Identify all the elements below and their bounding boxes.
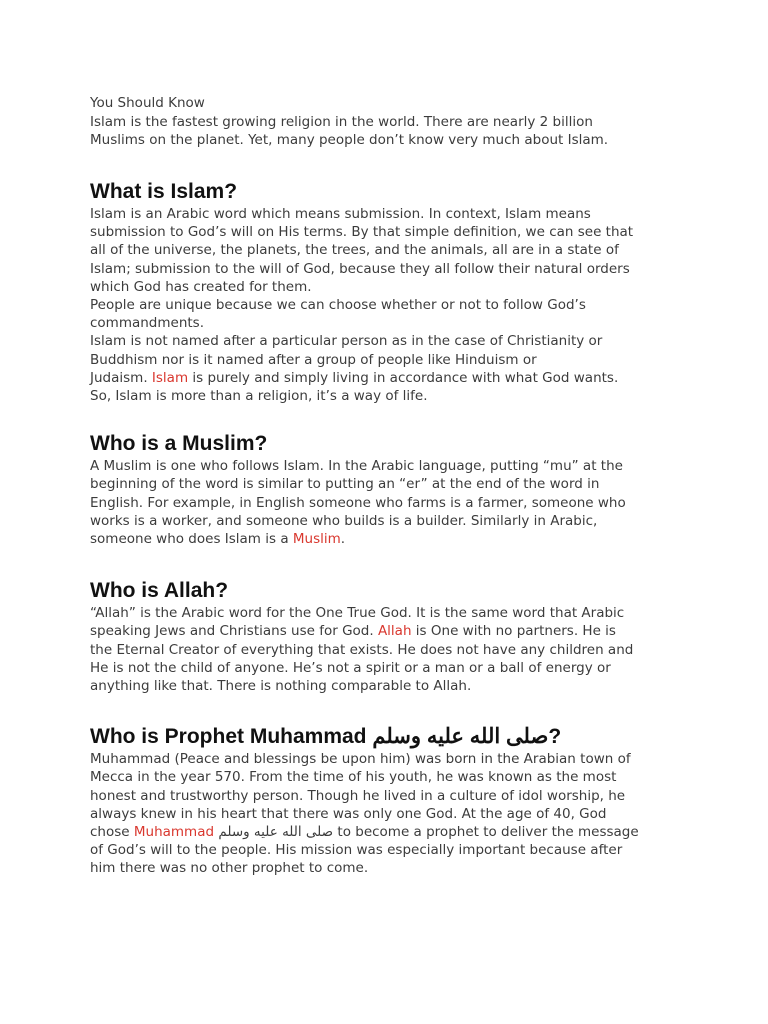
section-paragraph [90, 205, 690, 405]
intro-block [90, 94, 690, 149]
muhammad-link[interactable]: Muhammad [133, 823, 215, 840]
section-heading: Who is a Muslim? [90, 432, 268, 456]
section-heading: Who is Allah? [90, 579, 229, 603]
paragraph-text: “Allah” is the Arabic word for the One True God. It is the same word that Arabic speaking Jews and Christians use for God. [90, 605, 625, 640]
section-heading: Who is Prophet Muhammad صلى الله عليه وسلم? [90, 725, 562, 749]
paragraph-text: is purely and simply living in accordance with what God wants. So, Islam is more than a religion, it’s a way of life. [90, 369, 619, 404]
paragraph-text: صلى الله عليه وسلم to become a prophet to deliver the message of God’s will to the people. His mission was especially important because after him there was no other prophet to come. [90, 823, 639, 877]
section-paragraph [90, 457, 690, 548]
section-heading: What is Islam? [90, 179, 238, 203]
paragraph-text: Islam is an Arabic word which means submission. In context, Islam means submission to God’s will on His terms. By that simple definition, we can see that all of the universe, the planets, the trees, and the animals, all are in a state of Islam; submission to the will of God, because they all follow their natural orders which God has created for them. People are unique because we can choose whether or not to follow God’s commandments. Islam is not named after a particular person as in the case of Christianity or Buddhism nor is it named after a group of people like Hinduism or Judaism. [90, 205, 634, 386]
allah-link[interactable]: Allah [377, 623, 412, 640]
intro-label: You Should Know [90, 95, 205, 111]
section-who-is-allah [90, 578, 690, 695]
section-who-is-a-muslim [90, 431, 690, 548]
muslim-link[interactable]: Muslim [292, 530, 341, 547]
paragraph-text: Muhammad (Peace and blessings be upon him) was born in the Arabian town of Mecca in the year 570. From the time of his youth, he was known as the most honest and trustworthy person. Though he lived in a culture of idol worship, he always knew in his heart that there was only one God. At the age of 40, God chose [90, 751, 631, 840]
section-paragraph [90, 750, 690, 877]
document-body [90, 94, 690, 878]
paragraph-text: is One with no partners. He is the Eternal Creator of everything that exists. He does not have any children and He is not the child of anyone. He’s not a spirit or a man or a ball of energy or anything like that. There is nothing comparable to Allah. [90, 623, 634, 694]
paragraph-text: A Muslim is one who follows Islam. In the Arabic language, putting “mu” at the beginning of the word is similar to putting an “er” at the end of the word in English. For example, in English someone who farms is a farmer, someone who works is a worker, and someone who builds is a builder. Similarly in Arabic, someone who does Islam is a [90, 458, 626, 547]
section-who-is-prophet-muhammad [90, 724, 690, 877]
paragraph-text: . [340, 530, 346, 547]
islam-link[interactable]: Islam [151, 369, 189, 386]
section-what-is-islam [90, 179, 690, 405]
section-paragraph [90, 604, 690, 695]
intro-text: Islam is the fastest growing religion in the world. There are nearly 2 billion Muslims on the planet. Yet, many people don’t know very much about Islam. [90, 113, 609, 148]
